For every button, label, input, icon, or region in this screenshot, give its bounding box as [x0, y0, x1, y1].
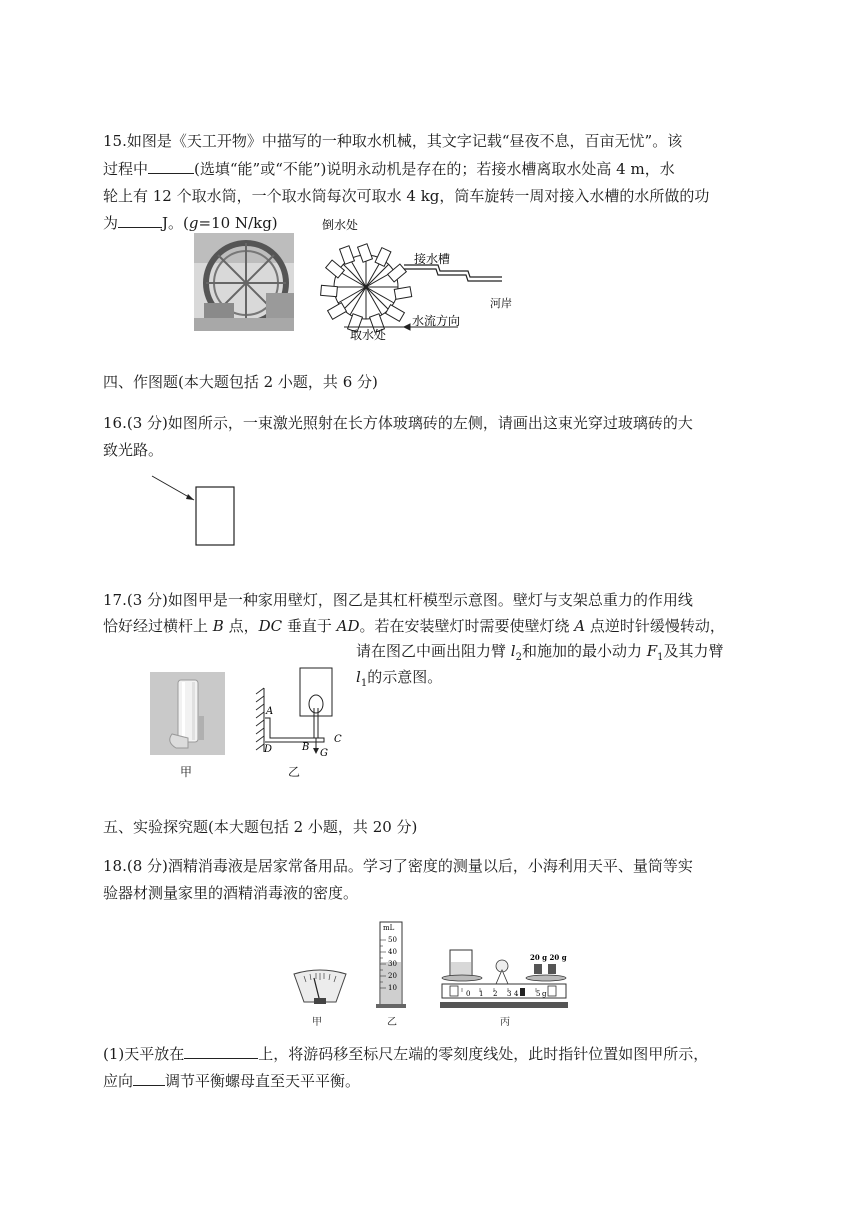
scale-num-4: 4 [514, 990, 519, 998]
scale-num-5: 5 [536, 990, 541, 998]
lever-model-diagram [252, 666, 352, 758]
weights-label: 20 g 20 g [530, 953, 567, 962]
label-A: A [266, 706, 274, 717]
scale-unit-g: g [542, 990, 547, 998]
q15-line1: 15.如图是《天工开物》中描写的一种取水机械，其文字记载“昼夜不息，百亩无忧”。该 [103, 132, 683, 150]
glass-brick-diagram [148, 474, 240, 550]
q18-line1: 18.(8 分)酒精消毒液是居家常备用品。学习了密度的测量以后，小海利用天平、量筒等实 [103, 857, 693, 875]
answer-blank [184, 1044, 258, 1059]
scale-num-2: 2 [493, 990, 498, 998]
wall-lamp-photo [150, 672, 225, 755]
q16-line2: 致光路。 [103, 441, 164, 459]
q17-line2: 恰好经过横杆上 B 点，DC 垂直于 AD。若在安装壁灯时需要使壁灯绕 A 点逆时针缓慢转动， [103, 617, 725, 635]
q17-line3: 请在图乙中画出阻力臂 $l_2$和施加的最小动力 $F_1$及其力臂 [356, 642, 724, 663]
section-4-heading: 四、作图题(本大题包括 2 小题，共 6 分) [103, 373, 378, 391]
q17-line1: 17.(3 分)如图甲是一种家用壁灯，图乙是其杠杆模型示意图。壁灯与支架总重力的作用线 [103, 591, 693, 609]
measuring-cylinder [374, 918, 410, 1010]
balance-scale [436, 948, 576, 1010]
scale-num-1: 1 [479, 990, 484, 998]
cylinder-tick-10: 10 [388, 984, 397, 992]
cylinder-tick-30: 30 [388, 960, 397, 968]
caption-jia: 甲 [180, 765, 193, 779]
label-take: 取水处 [350, 328, 387, 342]
label-B: B [302, 742, 310, 753]
water-wheel-diagram [318, 215, 528, 345]
answer-blank [148, 159, 194, 174]
cylinder-tick-20: 20 [388, 972, 397, 980]
cylinder-tick-40: 40 [388, 948, 397, 956]
caption-bing-18: 丙 [500, 1017, 510, 1028]
caption-jia-18: 甲 [312, 1017, 322, 1028]
label-pour: 倒水处 [322, 218, 359, 232]
label-trough: 接水槽 [414, 252, 451, 266]
cylinder-unit: mL [383, 924, 395, 932]
q18-sub1-line1: (1)天平放在 上，将游码移至标尺左端的零刻度线处，此时指针位置如图甲所示， [103, 1045, 709, 1063]
q18-line2: 验器材测量家里的酒精消毒液的密度。 [103, 884, 359, 902]
caption-yi: 乙 [288, 765, 301, 779]
label-bank: 河岸 [490, 297, 512, 310]
balance-pointer-dial [290, 968, 350, 1008]
q16-line1: 16.(3 分)如图所示，一束激光照射在长方体玻璃砖的左侧，请画出这束光穿过玻璃砖的大 [103, 414, 693, 432]
label-D: D [264, 744, 273, 755]
water-wheel-photo [194, 233, 294, 331]
label-G: G [320, 748, 328, 758]
scale-num-3: 3 [507, 990, 512, 998]
q15-line2: 过程中 (选填“能”或“不能”)说明永动机是存在的；若接水槽离取水处高 4 m，水 [103, 160, 675, 178]
q18-sub1-line2: 应向 调节平衡螺母直至天平平衡。 [103, 1072, 361, 1090]
label-flow: 水流方向 [412, 314, 461, 328]
section-5-heading: 五、实验探究题(本大题包括 2 小题，共 20 分) [103, 818, 418, 836]
cylinder-tick-50: 50 [388, 936, 397, 944]
answer-blank [133, 1071, 165, 1086]
q15-line3: 轮上有 12 个取水筒，一个取水筒每次可取水 4 kg，筒车旋转一周对接入水槽的水所做的功 [103, 187, 710, 205]
q15-line4: 为 J。(g=10 N/kg) [103, 214, 278, 232]
q17-line4: $l_1$的示意图。 [356, 668, 443, 689]
caption-yi-18: 乙 [387, 1017, 397, 1028]
scale-num-0: 0 [466, 990, 471, 998]
answer-blank [118, 213, 162, 228]
label-C: C [334, 734, 342, 745]
